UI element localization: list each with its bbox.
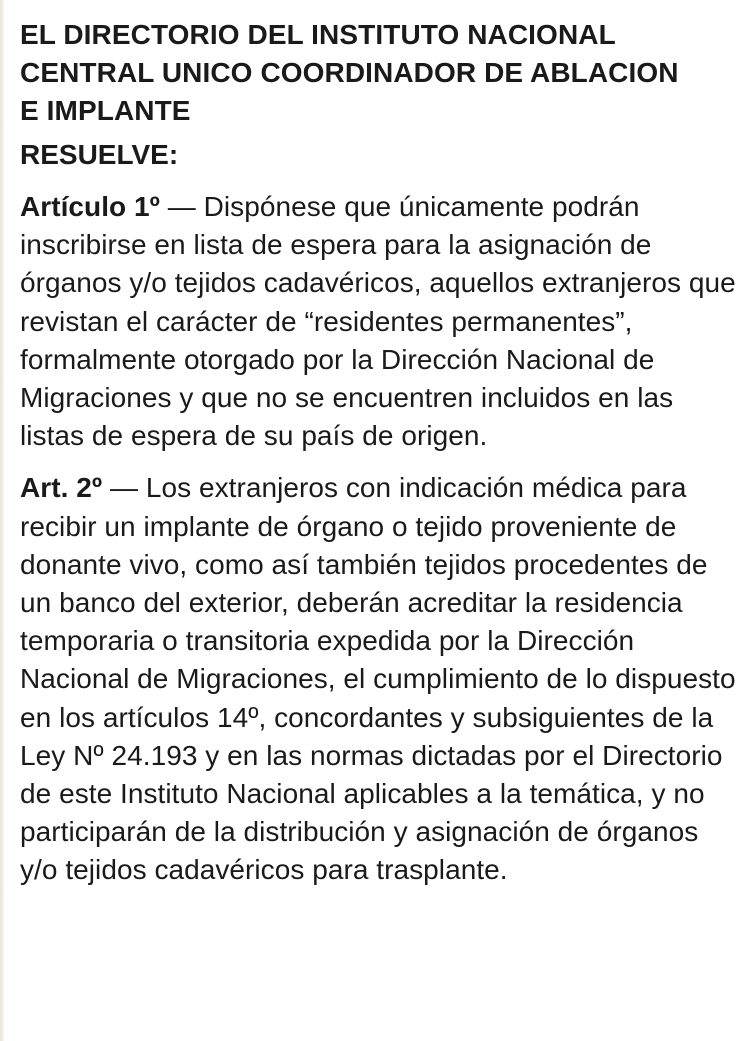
article-2-label: Art. 2º — [20, 472, 103, 504]
article-1 — [20, 188, 736, 455]
article-1-label: Artículo 1º — [20, 191, 160, 222]
article-2 — [20, 469, 736, 889]
article-1-text: — Dispónese que únicamente podrán inscribirse en lista de espera para la asignación de órganos y/o tejidos cadavéricos, aquellos extranjeros que revistan el carácter de “residentes permanentes”, formalmente otorgado por la Dirección Nacional de Migraciones y que no se encuentren incluidos en las listas de espera de su país de origen. — [20, 191, 736, 452]
document-heading: EL DIRECTORIO DEL INSTITUTO NACIONAL CENTRAL UNICO COORDINADOR DE ABLACION E IMPLANTE — [20, 19, 679, 126]
article-2-text: — Los extranjeros con indicación médica para recibir un implante de órgano o tejido proveniente de donante vivo, como así también tejidos procedentes de un banco del exterior, deberán acreditar la residencia temporaria o transitoria expedida por la Dirección Nacional de Migraciones, el cumplimiento de lo dispuesto en los artículos 14º, concordantes y subsiguientes de la Ley Nº 24.193 y en las normas dictadas por el Directorio de este Instituto Nacional aplicables a la temática, y no participarán de la distribución y asignación de órganos y/o tejidos cadavéricos para trasplante. — [20, 472, 736, 886]
resuelve-heading: RESUELVE: — [20, 139, 179, 170]
page-left-edge — [0, 0, 4, 1041]
